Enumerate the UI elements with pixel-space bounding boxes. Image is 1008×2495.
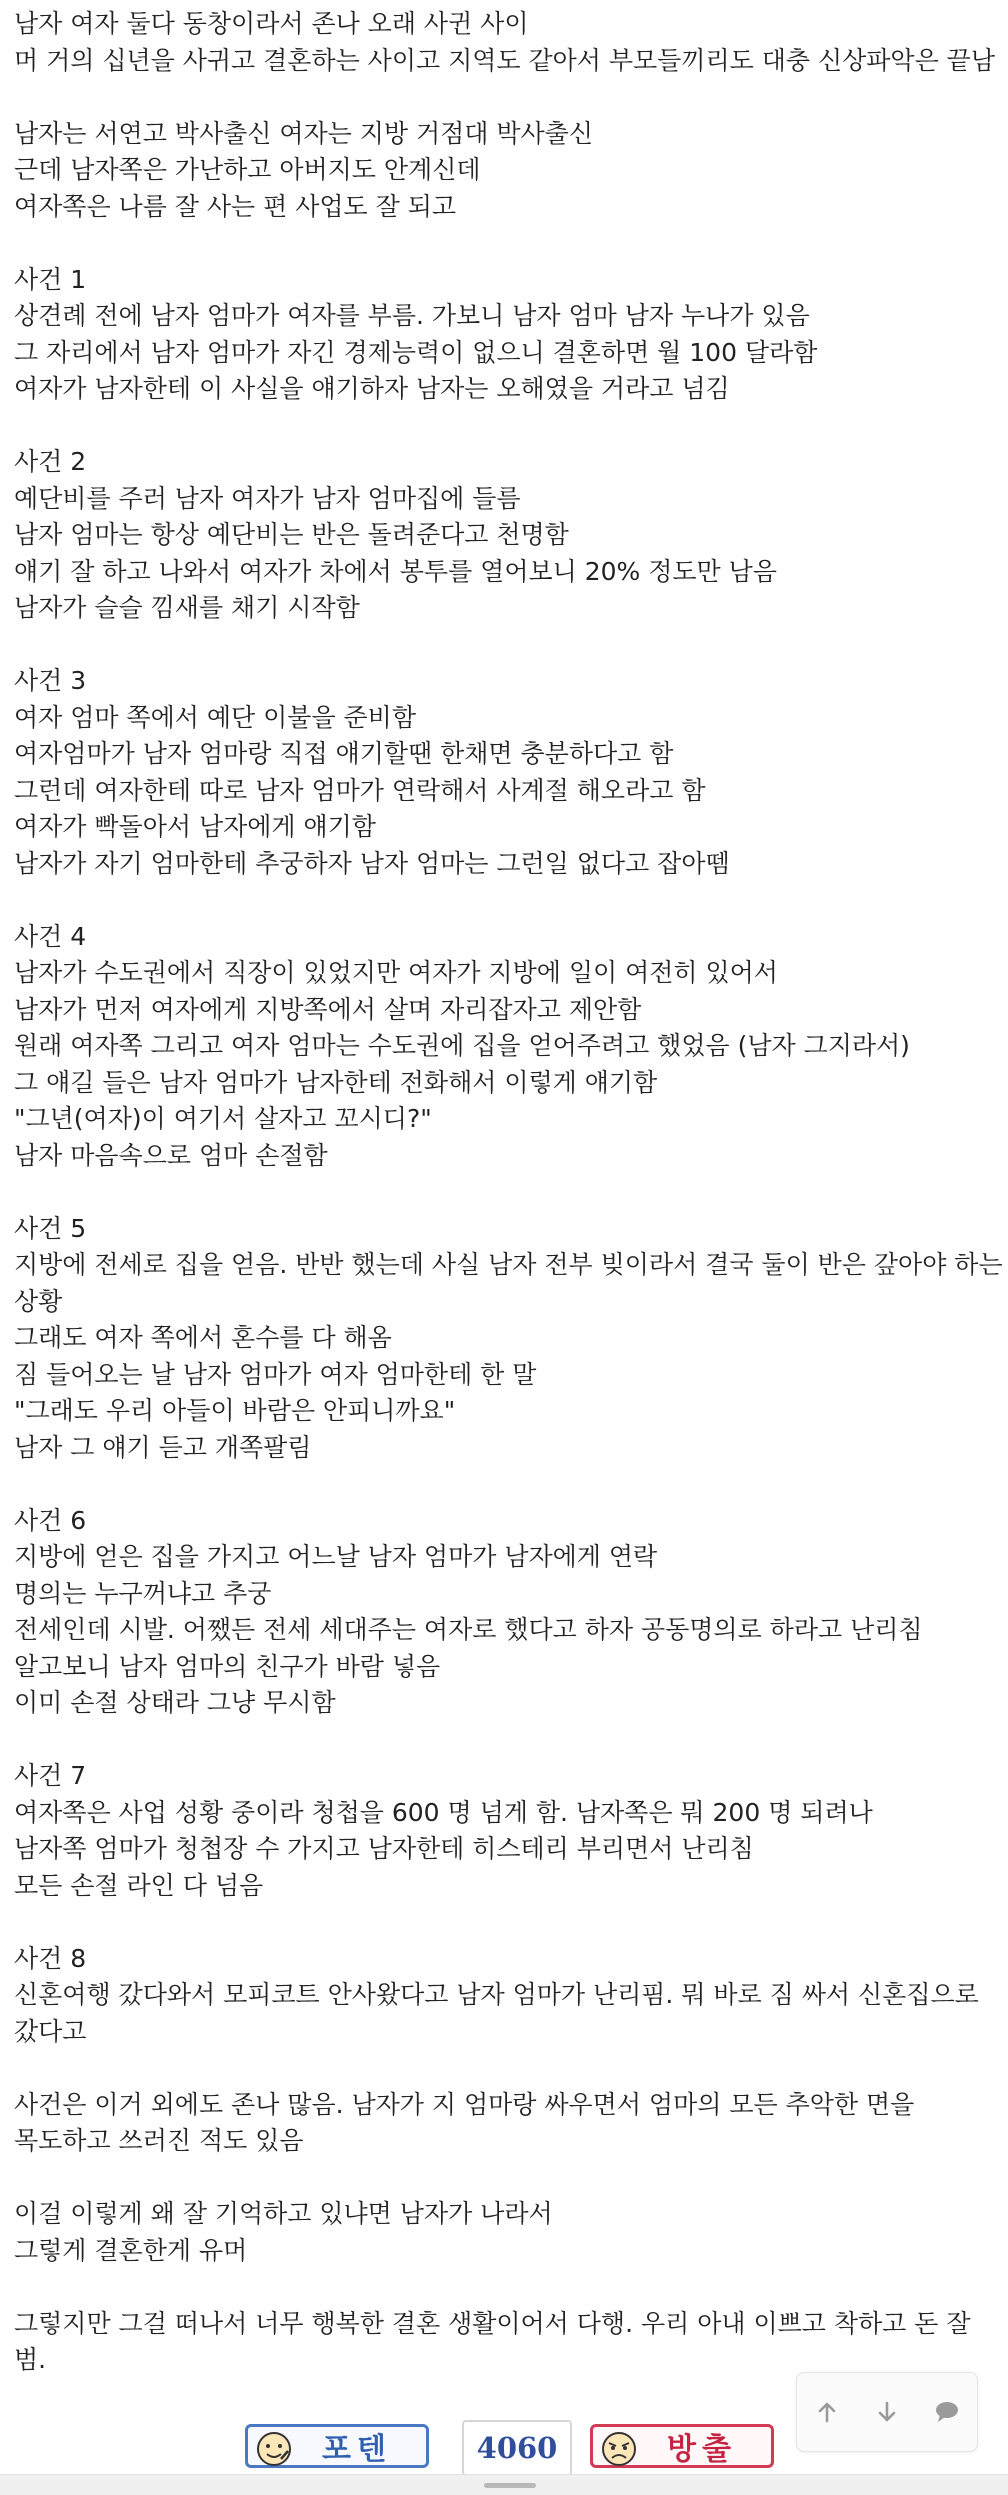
post-line: 남자가 먼저 여자에게 지방쪽에서 살며 자리잡자고 제안함 <box>14 994 642 1024</box>
paragraph-gap <box>14 1722 1004 1759</box>
vote-down-label: 방출 <box>667 2432 737 2467</box>
post-line: 남자가 슬슬 낌새를 채기 시작함 <box>14 593 360 622</box>
paragraph-gap <box>14 2160 1004 2197</box>
post-line: 여자 엄마 쪽에서 예단 이불을 준비함 <box>14 702 416 732</box>
post-line: 그 얘길 들은 남자 엄마가 남자한테 전화해서 이렇게 얘기함 <box>14 1067 658 1097</box>
section-heading: 사건 7 <box>14 1761 87 1790</box>
post-line: 근데 남자쪽은 가난하고 아버지도 안계신데 <box>14 155 481 184</box>
drag-handle[interactable] <box>484 2483 536 2488</box>
paragraph-gap <box>14 1174 1004 1211</box>
post-line: 여자가 빡돌아서 남자에게 얘기함 <box>14 812 376 841</box>
post-line: 지방에 전세로 집을 얻음. 반반 했는데 사실 남자 전부 빚이라서 결국 둘이 반은 갚아야 하는 상황 <box>14 1250 1003 1316</box>
post-line: 짐 들어오는 날 남자 엄마가 여자 엄마한테 한 말 <box>14 1359 537 1389</box>
paragraph-gap <box>14 225 1004 262</box>
post-line: 여자가 남자한테 이 사실을 얘기하자 남자는 오해였을 거라고 넘김 <box>14 374 730 403</box>
post-line: 그렇지만 그걸 떠나서 너무 행복한 결혼 생활이어서 다행. 우리 아내 이쁘고 착하고 돈 잘 범. <box>14 2308 971 2374</box>
post-line: 그런데 여자한테 따로 남자 엄마가 연락해서 사계절 해오라고 함 <box>14 775 706 805</box>
post-line: 사건은 이거 외에도 존나 많음. 남자가 지 엄마랑 싸우면서 엄마의 모든 추악한 면을 목도하고 쓰러진 적도 있음 <box>14 2089 915 2155</box>
paragraph-gap <box>14 882 1004 919</box>
paragraph-gap <box>14 1904 1004 1941</box>
bottom-bar <box>0 2474 1008 2495</box>
post-line: 남자쪽 엄마가 청첩장 수 가지고 남자한테 히스테리 부리면서 난리침 <box>14 1834 754 1863</box>
vote-up-label: 포텐 <box>322 2432 392 2467</box>
section-heading: 사건 4 <box>14 921 87 951</box>
post-line: 머 거의 십년을 사귀고 결혼하는 사이고 지역도 같아서 부모들끼리도 대충 신상파악은 끝남 <box>14 45 995 75</box>
post-line: 남자가 수도권에서 직장이 있었지만 여자가 지방에 일이 여전히 있어서 <box>14 958 778 987</box>
paragraph-gap <box>14 2050 1004 2087</box>
post-line: 남자 여자 둘다 동창이라서 존나 오래 사귄 사이 <box>14 9 529 38</box>
post-line: 그래도 여자 쪽에서 혼수를 다 해옴 <box>14 1323 392 1352</box>
post-line: 이걸 이렇게 왜 잘 기억하고 있냐면 남자가 나라서 <box>14 2199 553 2228</box>
paragraph-gap <box>14 2269 1004 2306</box>
post-line: 여자쪽은 나름 잘 사는 편 사업도 잘 되고 <box>14 191 457 221</box>
post-line: 명의는 누구꺼냐고 추궁 <box>14 1578 272 1608</box>
post-line: 여자쪽은 사업 성황 중이라 청첩을 600 명 넘게 함. 남자쪽은 뭐 200 명 되려나 <box>14 1797 873 1827</box>
post-line: 이미 손절 상태라 그냥 무시함 <box>14 1688 336 1717</box>
post-line: 신혼여행 갔다와서 모피코트 안사왔다고 남자 엄마가 난리핌. 뭐 바로 짐 싸서 신혼집으로 갔다고 <box>14 1980 979 2046</box>
quote-line: "그래도 우리 아들이 바람은 안피니까요" <box>14 1396 456 1425</box>
vote-down-button[interactable] <box>590 2424 774 2468</box>
post-line: 여자엄마가 남자 엄마랑 직접 얘기할땐 한채면 충분하다고 함 <box>14 739 674 768</box>
post-line: 전세인데 시발. 어쨌든 전세 세대주는 여자로 했다고 하자 공동명의로 하라고 난리침 <box>14 1615 923 1644</box>
section-heading: 사건 5 <box>14 1213 87 1243</box>
happy-face-icon <box>254 2429 294 2469</box>
paragraph-gap <box>14 408 1004 445</box>
section-heading: 사건 2 <box>14 447 87 476</box>
section-heading: 사건 8 <box>14 1943 87 1973</box>
vote-count: 4060 <box>462 2420 572 2476</box>
post-line: 남자 그 얘기 듣고 개쪽팔림 <box>14 1432 312 1462</box>
post-line: 지방에 얻은 집을 가지고 어느날 남자 엄마가 남자에게 연락 <box>14 1542 658 1571</box>
angry-face-icon <box>599 2429 639 2469</box>
section-heading: 사건 1 <box>14 264 87 294</box>
post-line: 남자 마음속으로 엄마 손절함 <box>14 1140 328 1170</box>
quote-line: "그년(여자)이 여기서 살자고 꼬시디?" <box>14 1104 432 1133</box>
post-line: 모든 손절 라인 다 넘음 <box>14 1870 264 1900</box>
post-line: 예단비를 주러 남자 여자가 남자 엄마집에 들름 <box>14 483 521 513</box>
post-line: 남자가 자기 엄마한테 추궁하자 남자 엄마는 그런일 없다고 잡아뗌 <box>14 848 730 878</box>
post-line: 그 자리에서 남자 엄마가 자긴 경제능력이 없으니 결혼하면 월 100 달라함 <box>14 337 818 367</box>
post-line: 그렇게 결혼한게 유머 <box>14 2235 248 2265</box>
post-line: 얘기 잘 하고 나와서 여자가 차에서 봉투를 열어보니 20% 정도만 남음 <box>14 556 777 586</box>
post-line: 알고보니 남자 엄마의 친구가 바람 넣음 <box>14 1651 441 1681</box>
post-line: 남자 엄마는 항상 예단비는 반은 돌려준다고 천명함 <box>14 520 569 549</box>
section-heading: 사건 3 <box>14 666 87 695</box>
post-line: 상견례 전에 남자 엄마가 여자를 부름. 가보니 남자 엄마 남자 누나가 있음 <box>14 301 810 330</box>
section-heading: 사건 6 <box>14 1505 87 1535</box>
paragraph-gap <box>14 1466 1004 1503</box>
post-line: 원래 여자쪽 그리고 여자 엄마는 수도권에 집을 얻어주려고 했었음 (남자 그지라서) <box>14 1031 910 1060</box>
paragraph-gap <box>14 627 1004 664</box>
post-line: 남자는 서연고 박사출신 여자는 지방 거점대 박사출신 <box>14 118 593 148</box>
vote-up-button[interactable] <box>245 2424 429 2468</box>
post-body <box>14 6 1004 2379</box>
vote-row <box>0 2418 1008 2474</box>
paragraph-gap <box>14 79 1004 116</box>
